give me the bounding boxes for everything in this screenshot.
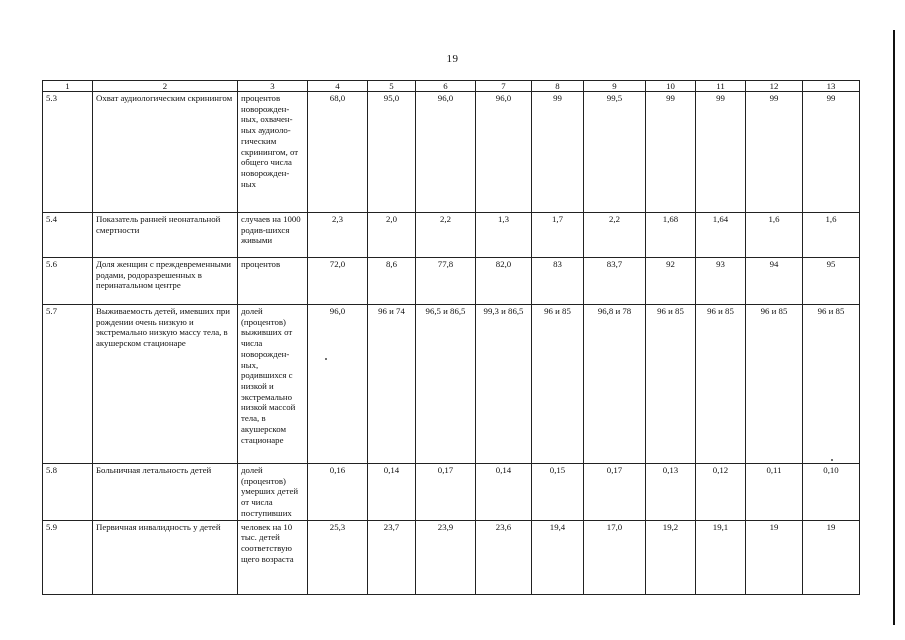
value-cell: 19 xyxy=(803,520,860,594)
value-cell: 96,0 xyxy=(476,92,532,213)
value-cell: 68,0 xyxy=(308,92,368,213)
value-cell: 99,5 xyxy=(584,92,646,213)
column-header: 2 xyxy=(93,81,238,92)
value-cell: 77,8 xyxy=(416,258,476,305)
row-number: 5.3 xyxy=(43,92,93,213)
row-number: 5.7 xyxy=(43,305,93,464)
value-cell: 1,3 xyxy=(476,213,532,258)
column-header: 10 xyxy=(646,81,696,92)
table-row xyxy=(43,520,860,594)
value-cell: 0,17 xyxy=(584,464,646,521)
value-cell: 2,2 xyxy=(584,213,646,258)
table-row xyxy=(43,92,860,213)
value-cell: 0,14 xyxy=(476,464,532,521)
value-cell: 0,16 xyxy=(308,464,368,521)
indicator-name: Больничная летальность детей xyxy=(93,464,238,521)
value-cell: 99 xyxy=(696,92,746,213)
value-cell: 96,0 xyxy=(308,305,368,464)
row-number: 5.8 xyxy=(43,464,93,521)
column-header: 13 xyxy=(803,81,860,92)
value-cell: 1,64 xyxy=(696,213,746,258)
value-cell: 95,0 xyxy=(368,92,416,213)
value-cell: 2,2 xyxy=(416,213,476,258)
unit-of-measure: случаев на 1000 родив-шихся живыми xyxy=(238,213,308,258)
value-cell: 0,11 xyxy=(746,464,803,521)
column-header: 12 xyxy=(746,81,803,92)
page-edge-rule xyxy=(893,30,895,625)
page-number: 19 xyxy=(446,53,459,65)
scan-speck xyxy=(831,459,833,461)
value-cell: 99 xyxy=(646,92,696,213)
value-cell: 96 и 74 xyxy=(368,305,416,464)
value-cell: 23,9 xyxy=(416,520,476,594)
table-row xyxy=(43,305,860,464)
column-header: 8 xyxy=(532,81,584,92)
row-number: 5.4 xyxy=(43,213,93,258)
unit-of-measure: долей (процентов) умерших детей от числа поступивших xyxy=(238,464,308,521)
value-cell: 17,0 xyxy=(584,520,646,594)
value-cell: 0,17 xyxy=(416,464,476,521)
scan-speck xyxy=(325,358,327,360)
value-cell: 96 и 85 xyxy=(646,305,696,464)
column-header: 7 xyxy=(476,81,532,92)
value-cell: 0,13 xyxy=(646,464,696,521)
column-header: 1 xyxy=(43,81,93,92)
value-cell: 83 xyxy=(532,258,584,305)
indicator-name: Показатель ранней неонатальной смертности xyxy=(93,213,238,258)
indicator-name: Охват аудиологическим скринингом xyxy=(93,92,238,213)
value-cell: 1,6 xyxy=(746,213,803,258)
value-cell: 25,3 xyxy=(308,520,368,594)
indicator-name: Доля женщин с преждевременными родами, родоразрешенных в перинатальном центре xyxy=(93,258,238,305)
value-cell: 2,0 xyxy=(368,213,416,258)
value-cell: 23,6 xyxy=(476,520,532,594)
column-header: 3 xyxy=(238,81,308,92)
value-cell: 2,3 xyxy=(308,213,368,258)
value-cell: 94 xyxy=(746,258,803,305)
table-row xyxy=(43,213,860,258)
value-cell: 99 xyxy=(803,92,860,213)
value-cell: 96,0 xyxy=(416,92,476,213)
column-header: 4 xyxy=(308,81,368,92)
value-cell: 96 и 85 xyxy=(803,305,860,464)
value-cell: 99 xyxy=(746,92,803,213)
row-number: 5.9 xyxy=(43,520,93,594)
column-header: 9 xyxy=(584,81,646,92)
value-cell: 19,4 xyxy=(532,520,584,594)
value-cell: 0,14 xyxy=(368,464,416,521)
value-cell: 0,15 xyxy=(532,464,584,521)
value-cell: 0,12 xyxy=(696,464,746,521)
value-cell: 96 и 85 xyxy=(696,305,746,464)
value-cell: 83,7 xyxy=(584,258,646,305)
value-cell: 1,7 xyxy=(532,213,584,258)
value-cell: 1,6 xyxy=(803,213,860,258)
column-header: 11 xyxy=(696,81,746,92)
value-cell: 19 xyxy=(746,520,803,594)
indicators-table xyxy=(42,80,860,595)
value-cell: 93 xyxy=(696,258,746,305)
indicator-name: Первичная инвалидность у детей xyxy=(93,520,238,594)
value-cell: 96 и 85 xyxy=(532,305,584,464)
value-cell: 92 xyxy=(646,258,696,305)
value-cell: 19,1 xyxy=(696,520,746,594)
unit-of-measure: долей (процентов) выживших от числа новорожден-ных, родившихся с низкой и экстремально низкой массой тела, в акушерском стационаре xyxy=(238,305,308,464)
value-cell: 96,8 и 78 xyxy=(584,305,646,464)
value-cell: 1,68 xyxy=(646,213,696,258)
value-cell: 96 и 85 xyxy=(746,305,803,464)
value-cell: 23,7 xyxy=(368,520,416,594)
unit-of-measure: человек на 10 тыс. детей соответствую щего возраста xyxy=(238,520,308,594)
indicator-name: Выживаемость детей, имевших при рождении очень низкую и экстремально низкую массу тела, в акушерском стационаре xyxy=(93,305,238,464)
value-cell: 0,10 xyxy=(803,464,860,521)
value-cell: 19,2 xyxy=(646,520,696,594)
value-cell: 96,5 и 86,5 xyxy=(416,305,476,464)
column-header: 5 xyxy=(368,81,416,92)
value-cell: 82,0 xyxy=(476,258,532,305)
column-header: 6 xyxy=(416,81,476,92)
row-number: 5.6 xyxy=(43,258,93,305)
value-cell: 95 xyxy=(803,258,860,305)
value-cell: 72,0 xyxy=(308,258,368,305)
value-cell: 99 xyxy=(532,92,584,213)
unit-of-measure: процентов xyxy=(238,258,308,305)
header-row xyxy=(43,81,860,92)
table-row xyxy=(43,258,860,305)
table-row xyxy=(43,464,860,521)
unit-of-measure: процентов новорожден-ных, охвачен-ных аудиоло-гическим скринингом, от общего числа новорожден-ных xyxy=(238,92,308,213)
value-cell: 99,3 и 86,5 xyxy=(476,305,532,464)
value-cell: 8,6 xyxy=(368,258,416,305)
